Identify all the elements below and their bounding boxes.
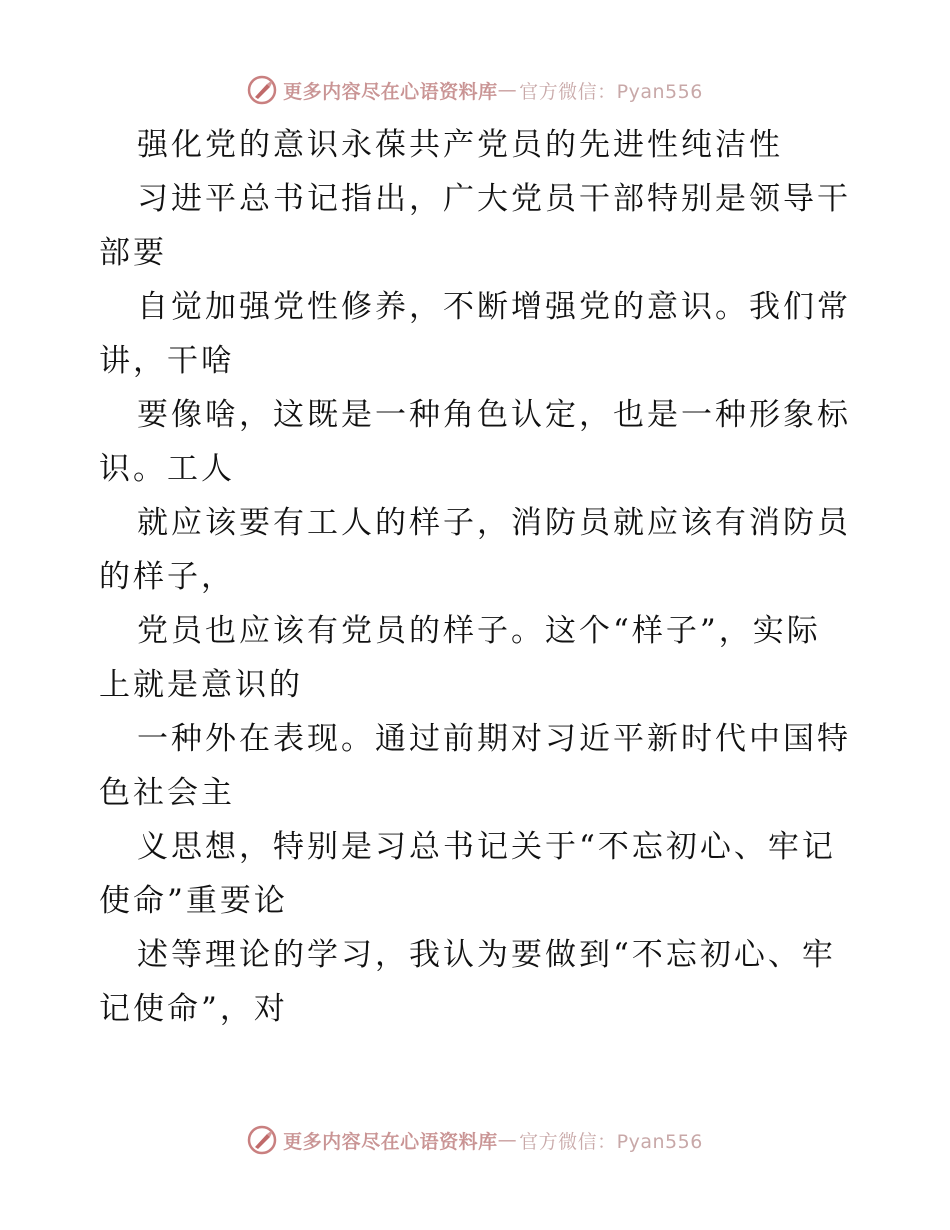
quill-pen-circle-icon: [247, 75, 277, 105]
paragraph-line: 义思想，特别是习总书记关于“不忘初心、牢记: [137, 829, 836, 865]
banner-separator: —: [497, 1129, 518, 1151]
footer-watermark-banner: [0, 1120, 950, 1160]
banner-site-text: 更多内容尽在心语资料库: [283, 80, 498, 103]
paragraph-line: 自觉加强党性修养，不断增强党的意识。我们常: [137, 289, 851, 325]
header-watermark-banner: [0, 70, 950, 110]
paragraph-line: 使命”重要论: [99, 883, 288, 919]
paragraph-line: 就应该要有工人的样子，消防员就应该有消防员: [137, 505, 851, 541]
paragraph-line: 色社会主: [99, 775, 235, 811]
paragraph-line: 一种外在表现。通过前期对习近平新时代中国特: [137, 721, 851, 757]
banner-wechat-text: 官方微信：Pyan556: [519, 80, 703, 103]
banner-separator: —: [497, 79, 518, 101]
paragraph-line: 要像啥，这既是一种角色认定，也是一种形象标: [137, 397, 851, 433]
quill-pen-circle-icon: [247, 1125, 277, 1155]
paragraph-line: 部要: [99, 235, 167, 271]
paragraph-line: 习进平总书记指出，广大党员干部特别是领导干: [137, 181, 851, 217]
paragraph-line: 上就是意识的: [99, 667, 303, 703]
document-title: 强化党的意识永葆共产党员的先进性纯洁性: [137, 127, 783, 163]
paragraph-line: 识。工人: [99, 451, 235, 487]
paragraph-line: 的样子，: [99, 559, 235, 595]
paragraph-line: 记使命”，对: [99, 991, 288, 1027]
banner-wechat-text: 官方微信：Pyan556: [519, 1130, 703, 1153]
document-body: [99, 118, 851, 1036]
paragraph-line: 党员也应该有党员的样子。这个“样子”，实际: [137, 613, 821, 649]
paragraph-line: 讲，干啥: [99, 343, 235, 379]
paragraph-line: 述等理论的学习，我认为要做到“不忘初心、牢: [137, 937, 836, 973]
banner-site-text: 更多内容尽在心语资料库: [283, 1130, 498, 1153]
